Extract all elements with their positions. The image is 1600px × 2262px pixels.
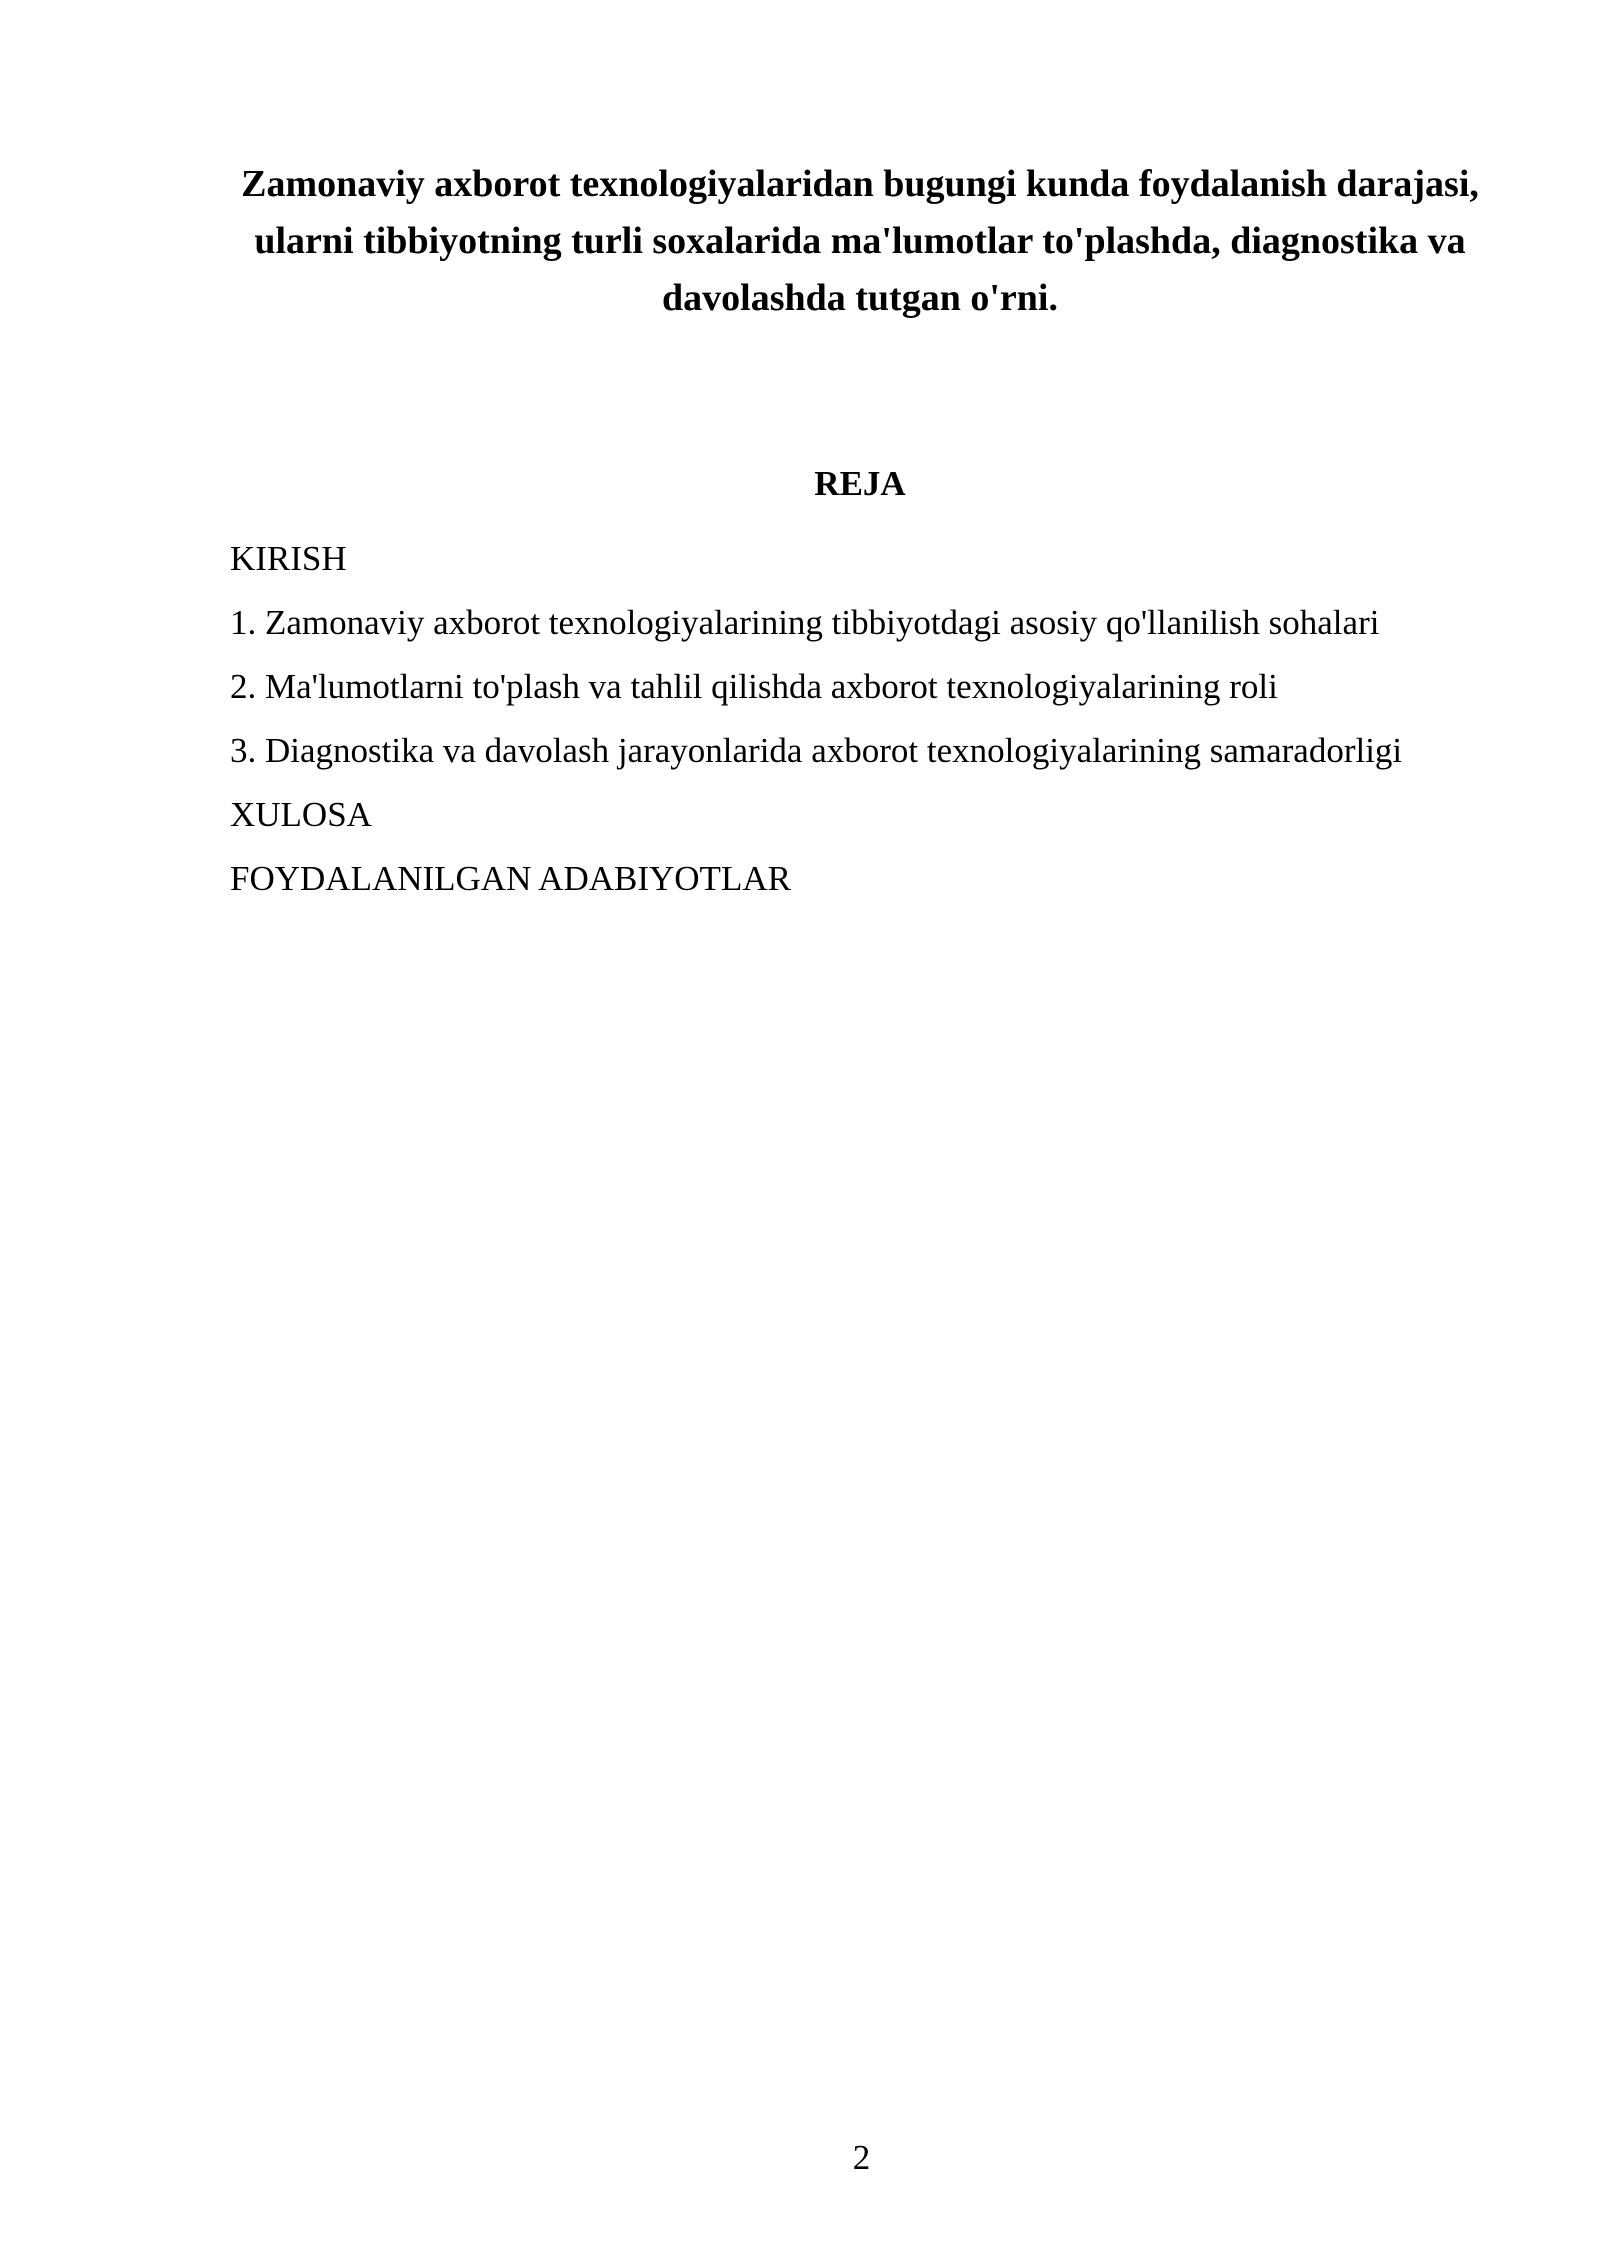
plan-list [230,531,1490,915]
plan-item-section-2: 2. Ma'lumotlarni to'plash va tahlil qilishda axborot texnologiyalarining roli [230,667,1278,706]
plan-item-conclusion: XULOSA [230,795,372,834]
plan-heading: REJA [814,464,906,503]
plan-item-section-3: 3. Diagnostika va davolash jarayonlarida axborot texnologiyalarining samaradorligi [230,731,1403,770]
plan-item-references: FOYDALANILGAN ADABIYOTLAR [230,859,791,898]
plan-item-introduction: KIRISH [230,539,347,578]
document-title: Zamonaviy axborot texnologiyalaridan bugungi kunda foydalanish darajasi, ularni tibbiyotning turli soxalarida ma'lumotlar to'plashda, diagnostika va davolashda tutgan o'rni. [241,163,1479,319]
plan-item-section-1: 1. Zamonaviy axborot texnologiyalarining tibbiyotdagi asosiy qo'llanilish sohalari [230,603,1380,642]
page-number: 2 [852,2138,871,2177]
